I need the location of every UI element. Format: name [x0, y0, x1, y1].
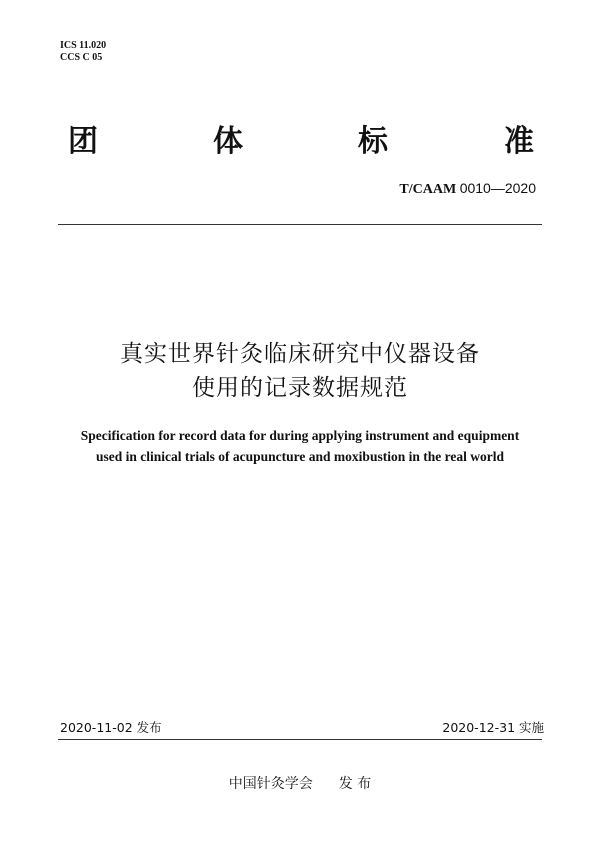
title-en-line1: Specification for record data for during applying instrument and equipment: [80, 428, 520, 443]
publisher-action: 发 布: [338, 776, 372, 792]
doc-type-char: 标: [358, 124, 388, 159]
publisher-name: 中国针灸学会: [228, 776, 313, 792]
footer-divider: [58, 739, 542, 740]
standard-number: [399, 180, 536, 198]
header-divider: [58, 224, 542, 225]
title-en-line2: used in clinical trials of acupuncture and moxibustion in the real world: [96, 449, 504, 464]
doc-type-char: 团: [68, 124, 98, 159]
title-cn-line1: 真实世界针灸临床研究中仪器设备: [120, 341, 480, 367]
ics-code: ICS 11.020: [60, 40, 107, 51]
ccs-code: CCS C 05: [60, 52, 103, 63]
classification-codes: [60, 40, 106, 64]
doc-type-char: 准: [504, 124, 534, 159]
title-cn-line2: 使用的记录数据规范: [192, 375, 408, 401]
standard-code: 0010—2020: [459, 180, 536, 196]
publisher-line: [0, 773, 600, 793]
doc-type-char: 体: [213, 124, 243, 159]
standard-prefix: T/CAAM: [399, 182, 457, 197]
implement-date: 2020-12-31 实施: [442, 720, 544, 735]
document-type-heading: [68, 124, 538, 164]
publish-date: 2020-11-02 发布: [60, 720, 162, 735]
